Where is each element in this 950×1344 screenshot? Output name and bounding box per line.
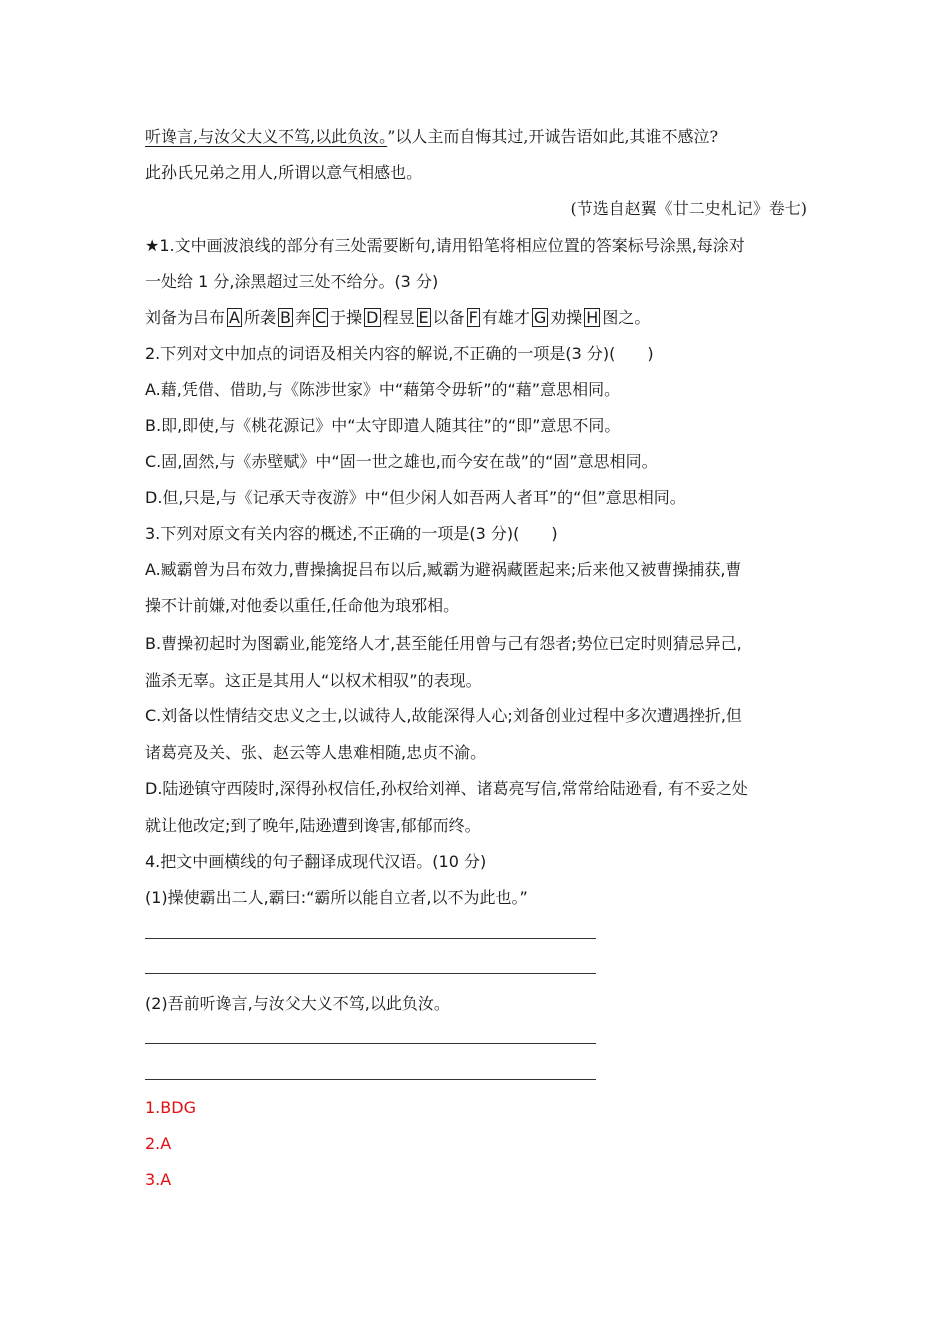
answer-mark-f[interactable]: F (468, 308, 478, 327)
q3-option-d-cont[interactable]: 就让他改定;到了晚年,陆逊遭到谗害,郁郁而终。 (145, 816, 481, 835)
answer-mark-g[interactable]: G (533, 308, 547, 327)
underlined-sentence: 听谗言,与汝父大义不笃,以此负汝。 (145, 127, 388, 146)
q3-stem: 3.下列对原文有关内容的概述,不正确的一项是(3 分)( ) (145, 524, 558, 543)
q3-option-a-cont[interactable]: 操不计前嫌,对他委以重任,任命他为琅邪相。 (145, 596, 460, 615)
q2-option-b[interactable]: B.即,即使,与《桃花源记》中“太守即遣人随其往”的“即”意思不同。 (145, 416, 621, 435)
q1-segment: 以备 (432, 308, 465, 327)
q1-sentence (145, 307, 650, 329)
answer-line[interactable] (145, 1043, 596, 1044)
q1-segment: 所袭 (243, 308, 276, 327)
q1-segment: 程昱 (382, 308, 415, 327)
passage-line-2: 此孙氏兄弟之用人,所谓以意气相感也。 (145, 163, 423, 182)
q3-option-c[interactable]: C.刘备以性情结交忠义之士,以诚待人,故能深得人心;刘备创业过程中多次遭遇挫折,但 (145, 706, 742, 725)
answer-key-3: 3.A (145, 1170, 172, 1189)
q2-option-d[interactable]: D.但,只是,与《记承天寺夜游》中“但少闲人如吾两人者耳”的“但”意思相同。 (145, 488, 686, 507)
answer-mark-h[interactable]: H (586, 308, 599, 327)
answer-line[interactable] (145, 938, 596, 939)
q1-segment: 劝操 (550, 308, 583, 327)
q2-option-c[interactable]: C.固,固然,与《赤壁赋》中“固一世之雄也,而今安在哉”的“固”意思相同。 (145, 452, 658, 471)
answer-mark-a[interactable]: A (229, 308, 240, 327)
q3-option-d[interactable]: D.陆逊镇守西陵时,深得孙权信任,孙权给刘禅、诸葛亮写信,常常给陆逊看, 有不妥之处 (145, 779, 748, 798)
answer-mark-c[interactable]: C (314, 308, 327, 327)
q2-stem: 2.下列对文中加点的词语及相关内容的解说,不正确的一项是(3 分)( ) (145, 344, 654, 363)
answer-key-2: 2.A (145, 1134, 172, 1153)
q1-stem-line-2: 一处给 1 分,涂黑超过三处不给分。(3 分) (145, 272, 439, 291)
answer-mark-b[interactable]: B (279, 308, 291, 327)
answer-mark-e[interactable]: E (418, 308, 429, 327)
q4-stem: 4.把文中画横线的句子翻译成现代汉语。(10 分) (145, 852, 487, 871)
q4-sentence-1: (1)操使霸出二人,霸曰:“霸所以能自立者,以不为此也。” (145, 888, 528, 907)
q1-segment: 有雄才 (481, 308, 530, 327)
answer-key-1: 1.BDG (145, 1098, 196, 1117)
q1-segment: 图之。 (602, 308, 651, 327)
q1-segment: 奔 (294, 308, 311, 327)
q3-option-c-cont[interactable]: 诸葛亮及关、张、赵云等人患难相随,忠贞不渝。 (145, 743, 487, 762)
q3-option-a[interactable]: A.臧霸曾为吕布效力,曹操擒捉吕布以后,臧霸为避祸藏匿起来;后来他又被曹操捕获,曹 (145, 560, 742, 579)
q4-sentence-2: (2)吾前听谗言,与汝父大义不笃,以此负汝。 (145, 994, 450, 1013)
answer-line[interactable] (145, 973, 596, 974)
q3-option-b[interactable]: B.曹操初起时为图霸业,能笼络人才,甚至能任用曾与己有怨者;势位已定时则猜忌异己, (145, 634, 742, 653)
answer-mark-d[interactable]: D (366, 308, 379, 327)
passage-line-1: 听谗言,与汝父大义不笃,以此负汝。”以人主而自悔其过,开诚告语如此,其谁不感泣? (145, 127, 719, 146)
q3-option-b-cont[interactable]: 滥杀无辜。这正是其用人“以权术相驭”的表现。 (145, 671, 482, 690)
answer-line[interactable] (145, 1079, 596, 1080)
q1-segment: 刘备为吕布 (145, 308, 226, 327)
q1-segment: 于操 (330, 308, 363, 327)
q2-option-a[interactable]: A.藉,凭借、借助,与《陈涉世家》中“藉第令毋斩”的“藉”意思相同。 (145, 380, 621, 399)
q1-stem-line-1: ★1.文中画波浪线的部分有三处需要断句,请用铅笔将相应位置的答案标号涂黑,每涂对 (145, 236, 745, 255)
passage-source: (节选自赵翼《廿二史札记》卷七) (570, 199, 807, 218)
